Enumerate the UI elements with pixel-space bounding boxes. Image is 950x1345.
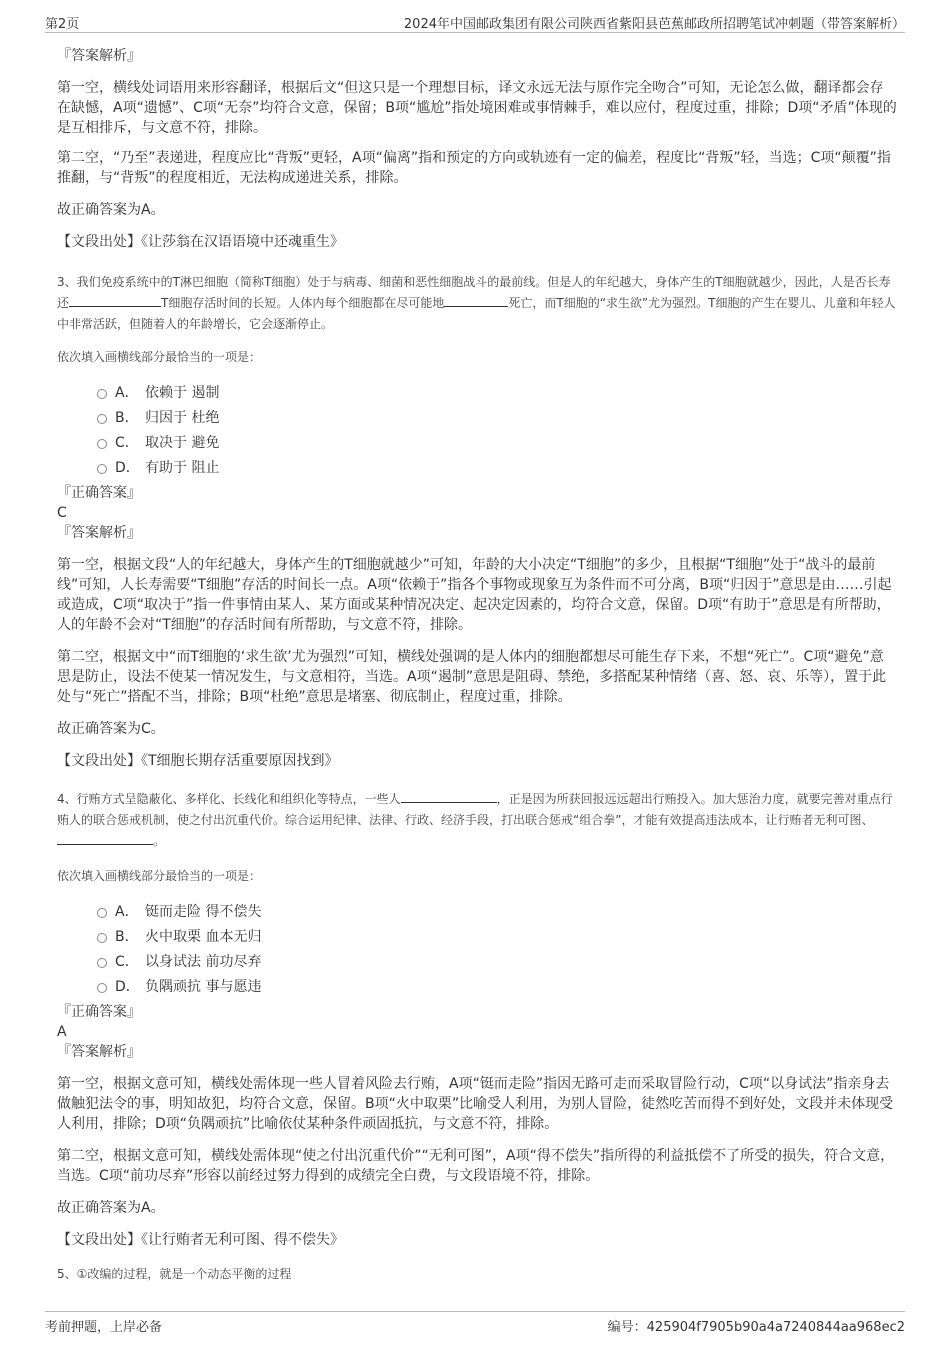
option-d[interactable]: D． 有助于 阻止 (57, 456, 897, 481)
question-instruction: 依次填入画横线部分最恰当的一项是： (57, 350, 262, 364)
analysis-label: 『答案解析』 (57, 1044, 141, 1060)
answer-conclusion: 故正确答案为A。 (57, 202, 165, 218)
radio-button[interactable] (97, 414, 107, 424)
answer-conclusion: 故正确答案为C。 (57, 721, 165, 737)
option-d[interactable]: D． 负隅顽抗 事与愿违 (57, 975, 897, 1000)
source-citation: 【文段出处】《让莎翁在汉语语境中还魂重生》 (57, 234, 344, 250)
radio-button[interactable] (97, 983, 107, 993)
radio-button[interactable] (97, 908, 107, 918)
options-list (57, 900, 897, 1000)
radio-button[interactable] (97, 464, 107, 474)
source-citation: 【文段出处】《T细胞长期存活重要原因找到》 (57, 753, 339, 769)
fill-blank (444, 293, 508, 307)
page-header (45, 12, 905, 33)
radio-button[interactable] (97, 439, 107, 449)
option-a[interactable]: A． 铤而走险 得不偿失 (57, 900, 897, 925)
option-c[interactable]: C． 以身试法 前功尽弃 (57, 950, 897, 975)
radio-button[interactable] (97, 958, 107, 968)
question-3-text: 3、我们免疫系统中的T淋巴细胞（简称T细胞）处于与病毒、细菌和恶性细胞战斗的最前线。但是人的年纪越大，身体产生的T细胞就越少，因此，人是否长寿还 T细胞存活时间的长短。人体内每个细胞都在尽可能地 死亡，而T细胞的“求生欲”尤为强烈。T细胞的产生在婴儿、儿童和年轻人中非常活跃，但随着人的年龄增长，它会逐渐停止。 (57, 275, 896, 331)
document-title: 2024年中国邮政集团有限公司陕西省紫阳县芭蕉邮政所招聘笔试冲刺题（带答案解析） (403, 17, 905, 32)
correct-answer-label: 『正确答案』 (57, 1004, 141, 1020)
analysis-paragraph: 第一空，横线处词语用来形容翻译，根据后文“但这只是一个理想目标，译文永远无法与原作完全吻合”可知，无论怎么做，翻译都会存在缺憾，A项“遗憾”、C项“无奈”均符合文意，保留；B项“尴尬”指处境困难或事情棘手，难以应付，程度过重，排除；D项“矛盾”体现的是互相排斥，与文意不符，排除。 (57, 80, 897, 136)
fill-blank (57, 831, 153, 845)
fill-blank (401, 789, 497, 803)
analysis-label: 『答案解析』 (57, 48, 141, 64)
document-body (57, 46, 897, 1285)
analysis-paragraph: 第二空，根据文意可知，横线处需体现“使之付出沉重代价”“无利可图”，A项“得不偿失”指所得的利益抵偿不了所受的损失，符合文意，当选。C项“前功尽弃”形容以前经过努力得到的成绩完全白费，与文段语境不符，排除。 (57, 1148, 895, 1184)
document-id: 编号：425904f7905b90a4a7240844aa968ec2 (607, 1320, 905, 1335)
question-5-text: 5、①改编的过程，就是一个动态平衡的过程 (57, 1267, 292, 1281)
page-number: 第2页 (45, 17, 80, 32)
correct-answer-value: C (57, 505, 67, 521)
options-list (57, 381, 897, 481)
analysis-paragraph: 第一空，根据文段“人的年纪越大，身体产生的T细胞就越少”可知，年龄的大小决定“T细胞”的多少，且根据“T细胞”处于“战斗的最前线”可知，人长寿需要“T细胞”存活的时间长一点。A项“依赖于”指各个事物或现象互为条件而不可分离，B项“归因于”意思是由……引起或造成，C项“取决于”指一件事情由某人、某方面或某种情况决定、起决定因素的，均符合文意，保留。D项“有助于”意思是有所帮助，人的年龄不会对“T细胞”的存活时间有所帮助，与文意不符，排除。 (57, 557, 892, 633)
source-citation: 【文段出处】《让行贿者无利可图、得不偿失》 (57, 1232, 344, 1248)
analysis-label: 『答案解析』 (57, 525, 141, 541)
analysis-paragraph: 第二空，“乃至”表递进，程度应比“背叛”更轻，A项“偏离”指和预定的方向或轨迹有一定的偏差，程度比“背叛”轻，当选；C项“颠覆”指推翻，与“背叛”的程度相近，无法构成递进关系，排除。 (57, 150, 891, 186)
page-footer (45, 1311, 905, 1334)
option-c[interactable]: C． 取决于 避免 (57, 431, 897, 456)
answer-conclusion: 故正确答案为A。 (57, 1200, 165, 1216)
question-4-text: 4、行贿方式呈隐蔽化、多样化、长线化和组织化等特点，一些人 ，正是因为所获回报远远超出行贿投入。加大惩治力度，就要完善对重点行贿人的联合惩戒机制，使之付出沉重代价。综合运用纪律、法律、行政、经济手段，打出联合惩戒“组合拳”，才能有效提高违法成本，让行贿者无利可图、。 (57, 789, 897, 852)
footer-slogan: 考前押题，上岸必备 (45, 1320, 163, 1335)
radio-button[interactable] (97, 389, 107, 399)
option-b[interactable]: B． 火中取栗 血本无归 (57, 925, 897, 950)
correct-answer-label: 『正确答案』 (57, 485, 141, 501)
option-a[interactable]: A． 依赖于 遏制 (57, 381, 897, 406)
analysis-paragraph: 第二空，根据文中“而T细胞的‘求生欲’尤为强烈”可知，横线处强调的是人体内的细胞都想尽可能生存下来，不想“死亡”。C项“避免”意思是防止，设法不使某一情况发生，与文意相符，当选。A项“遏制”意思是阻碍、禁绝，多搭配某种情绪（喜、怒、哀、乐等），置于此处与“死亡”搭配不当，排除；B项“杜绝”意思是堵塞、彻底制止，程度过重，排除。 (57, 649, 887, 705)
fill-blank (69, 293, 161, 307)
question-instruction: 依次填入画横线部分最恰当的一项是： (57, 869, 262, 883)
analysis-paragraph: 第一空，根据文意可知，横线处需体现一些人冒着风险去行贿，A项“铤而走险”指因无路可走而采取冒险行动，C项“以身试法”指亲身去做触犯法令的事，明知故犯，均符合文意，保留。B项“火中取栗”比喻受人利用，为别人冒险，徒然吃苦而得不到好处，文段并未体现受人利用，排除；D项“负隅顽抗”比喻依仗某种条件顽固抵抗，与文意不符，排除。 (57, 1076, 894, 1132)
correct-answer-value: A (57, 1024, 67, 1040)
option-b[interactable]: B． 归因于 杜绝 (57, 406, 897, 431)
radio-button[interactable] (97, 933, 107, 943)
